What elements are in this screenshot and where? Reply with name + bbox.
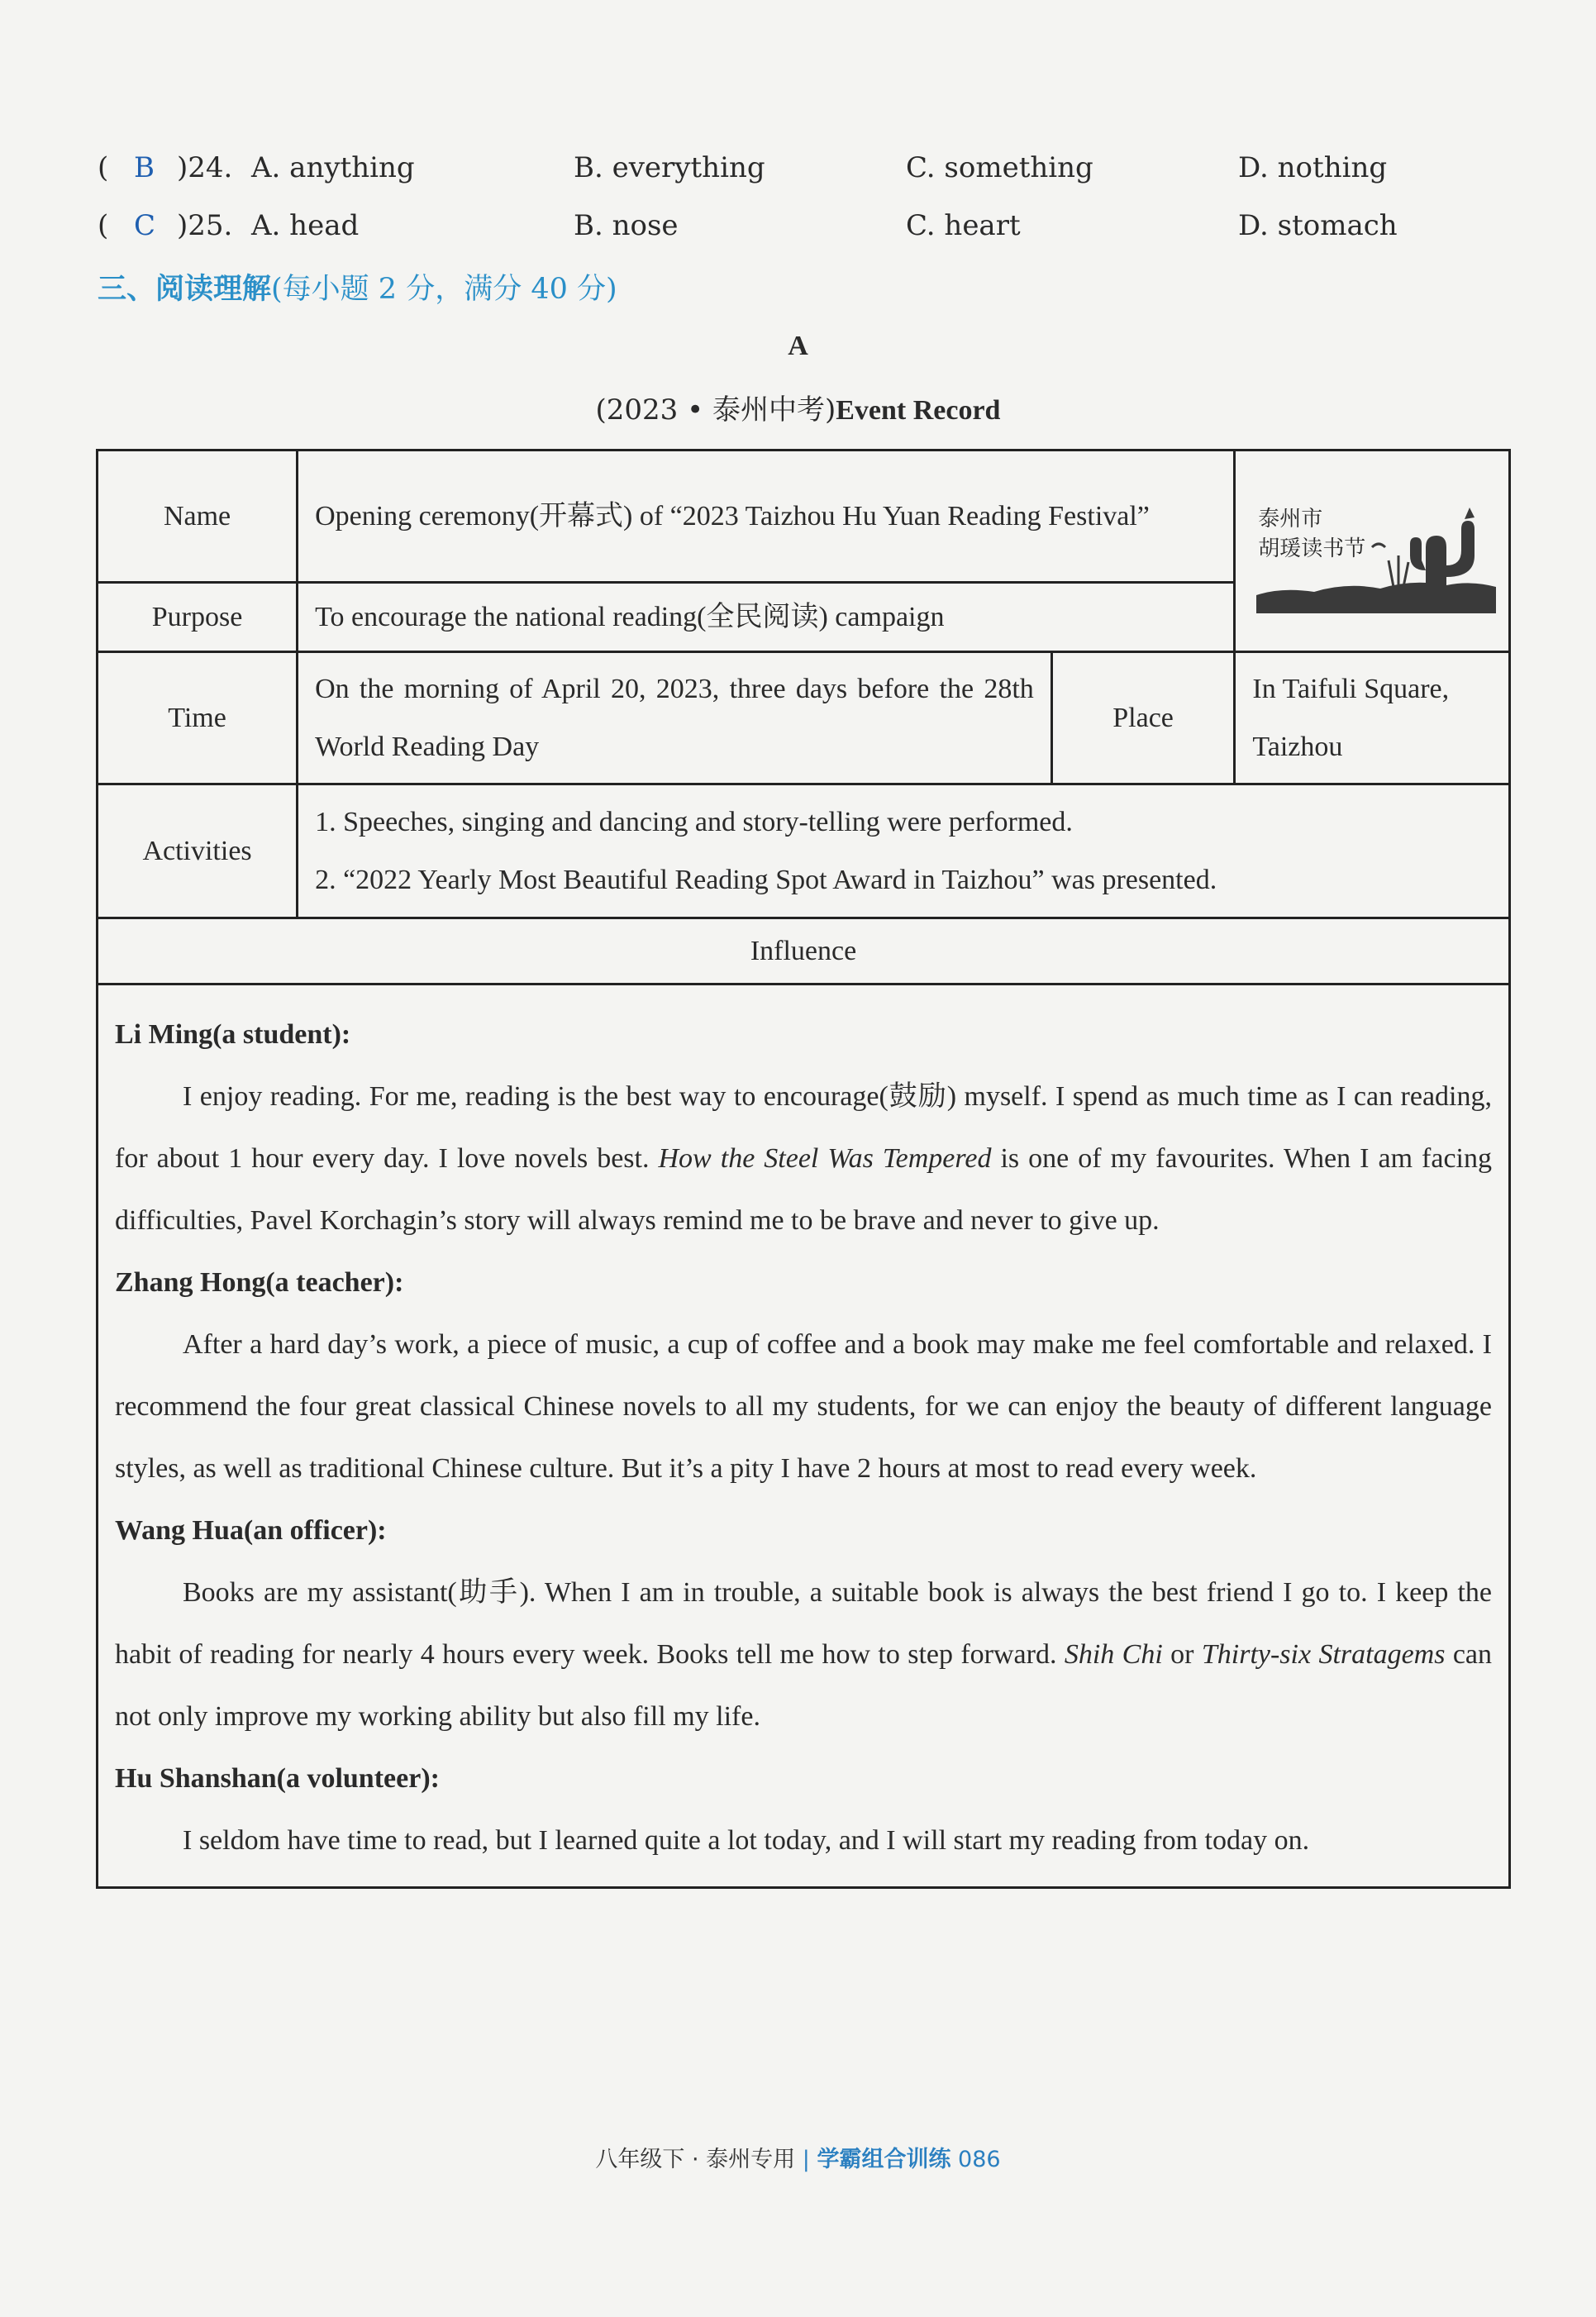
purpose-label: Purpose	[98, 583, 298, 652]
answer-letter: C	[134, 209, 156, 242]
speaker-name: Zhang Hong(a teacher):	[115, 1267, 404, 1298]
question-number: )24.	[177, 151, 233, 184]
footer-brand: 学霸组合训练	[817, 2147, 951, 2172]
speaker-paragraph: After a hard day’s work, a piece of music, a cup of coffee and a book may make me feel comfortable and relaxed. I recommend the four great classical Chinese novels to all my students, for we can enjoy the beauty of different language styles, as well as traditional Chinese culture. But it’s a pity I have 2 hours at most to read every week.	[115, 1329, 1492, 1484]
question-paren: (	[98, 151, 109, 184]
speaker-paragraph: I enjoy reading. For me, reading is the best way to encourage(鼓励) myself. I spend as much time as I can reading, for about 1 hour every day. I love novels best. How the Steel Was Tempered is one of my favourites. When I am facing difficulties, Pavel Korchagin’s story will always remind me to be brave and never to give up.	[115, 1081, 1493, 1236]
purpose-value: To encourage the national reading(全民阅读) campaign	[298, 583, 1235, 652]
speaker-paragraph: Books are my assistant(助手). When I am in trouble, a suitable book is always the best friend I go to. I keep the habit of reading for nearly 4 hours every week. Books tell me how to step forward. Shih Chi or Thirty-six Stratagems can not only improve my working ability but also fill my life.	[115, 1577, 1493, 1732]
logo-festival: 胡瑗读书节	[1258, 536, 1366, 561]
time-value: On the morning of April 20, 2023, three days before the 28th World Reading Day	[298, 652, 1052, 784]
speaker-name: Hu Shanshan(a volunteer):	[115, 1763, 440, 1794]
passage-title	[0, 387, 1596, 427]
name-value: Opening ceremony(开幕式) of “2023 Taizhou Hu Yuan Reading Festival”	[298, 451, 1235, 583]
speaker-paragraph: I seldom have time to read, but I learned quite a lot today, and I will start my reading from today on.	[183, 1825, 1310, 1856]
activities-label: Activities	[98, 784, 298, 918]
option-c: C. something	[906, 151, 1093, 184]
passage-source: (2023 • 泰州中考)	[595, 393, 836, 427]
option-b: B. nose	[574, 209, 679, 242]
activity-item: 1. Speeches, singing and dancing and story-telling were performed.	[315, 806, 1073, 837]
option-b: B. everything	[574, 151, 765, 184]
option-d: D. stomach	[1238, 209, 1398, 242]
page-number: 086	[958, 2147, 1001, 2172]
influence-body	[98, 984, 1510, 1888]
footer-divider: |	[802, 2147, 810, 2172]
place-value: In Taifuli Square, Taizhou	[1235, 652, 1510, 784]
section-note: (每小题 2 分，满分 40 分)	[271, 273, 617, 306]
question-paren: (	[98, 209, 109, 242]
book-title: Shih Chi	[1064, 1639, 1163, 1670]
page-footer	[0, 2141, 1596, 2173]
question-24	[98, 151, 1503, 193]
option-c: C. heart	[906, 209, 1021, 242]
place-label: Place	[1051, 652, 1235, 784]
footer-grade: 八年级下 · 泰州专用	[595, 2147, 796, 2172]
question-number: )25.	[177, 209, 233, 242]
festival-logo	[1235, 451, 1510, 652]
question-25	[98, 209, 1503, 250]
logo-city: 泰州市	[1258, 506, 1323, 532]
section-heading: 三、阅读理解	[98, 273, 272, 306]
event-record-table	[96, 449, 1511, 1889]
activities-value	[298, 784, 1510, 918]
option-d: D. nothing	[1238, 151, 1388, 184]
option-a: A. anything	[251, 151, 415, 184]
name-label: Name	[98, 451, 298, 583]
section-title	[98, 266, 617, 308]
option-a: A. head	[251, 209, 360, 242]
time-label: Time	[98, 652, 298, 784]
answer-letter: B	[134, 151, 155, 184]
activity-item: 2. “2022 Yearly Most Beautiful Reading Spot Award in Taizhou” was presented.	[315, 864, 1217, 895]
influence-label: Influence	[98, 918, 1510, 984]
passage-letter: A	[788, 331, 808, 361]
speaker-name: Wang Hua(an officer):	[115, 1515, 387, 1546]
book-title: Thirty-six Stratagems	[1201, 1639, 1446, 1670]
speaker-name: Li Ming(a student):	[115, 1019, 351, 1050]
passage-heading: Event Record	[836, 395, 1001, 426]
book-title: How the Steel Was Tempered	[658, 1143, 992, 1174]
